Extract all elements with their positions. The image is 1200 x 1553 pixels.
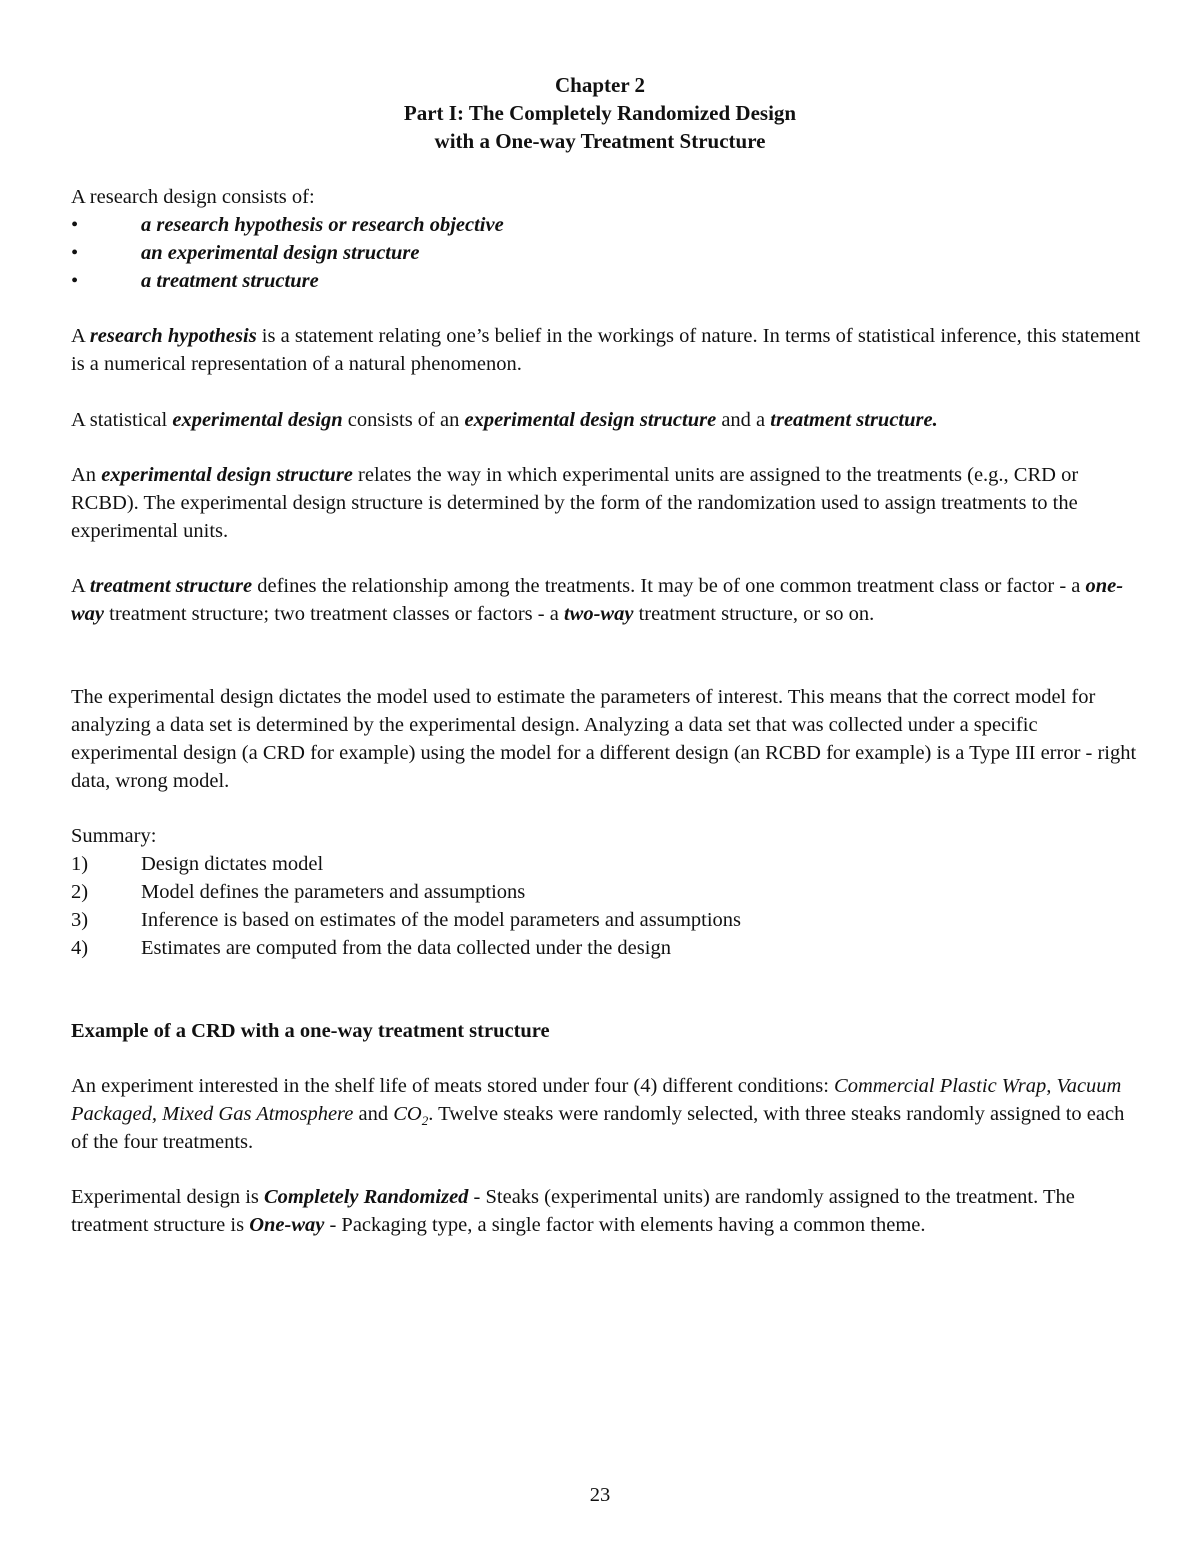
- bullet-text: a research hypothesis or research objective: [141, 214, 504, 236]
- page-number: 23: [589, 1484, 611, 1506]
- summary-text: Model defines the parameters and assumptions: [141, 881, 526, 903]
- summary-item: [71, 906, 1141, 934]
- paragraph-text: The experimental design dictates the model used to estimate the parameters of interest. This means that the correct model for analyzing a data set is determined by the experimental design. Analyzing a data set that was collected under a specific experimental design (a CRD for example) using the model for a different design (an RCBD for example) is a Type III error - right data, wrong model.: [71, 686, 1137, 792]
- condition-list: Commercial Plastic Wrap, Vacuum Packaged, Mixed Gas Atmosphere: [71, 1075, 1122, 1125]
- term-experimental-design: experimental design: [172, 409, 343, 431]
- term-one-way: One-way: [249, 1214, 325, 1236]
- term-one-way: one-way: [71, 575, 1124, 625]
- paragraph-treatment-structure: [71, 572, 1141, 628]
- term-experimental-design-structure: experimental design structure: [464, 409, 717, 431]
- text-run: An: [71, 464, 102, 486]
- summary-number: 3): [71, 909, 89, 931]
- summary-lead: Summary:: [71, 825, 157, 847]
- bullet-marker: •: [71, 270, 79, 292]
- summary-item: [71, 878, 1141, 906]
- paragraph-design-dictates-model: [71, 683, 1141, 795]
- co-text: CO: [393, 1103, 422, 1125]
- text-run: and a: [716, 409, 771, 431]
- term-experimental-design-structure: experimental design structure: [101, 464, 353, 486]
- text-run: . Twelve steaks were randomly selected, with three steaks randomly assigned to each of the four treatments.: [71, 1103, 1125, 1153]
- bullet-item: [71, 239, 1141, 267]
- summary-item: [71, 934, 1141, 962]
- term-research-hypothesis: research hypothesis: [89, 325, 257, 347]
- summary-number: 4): [71, 937, 89, 959]
- summary-number: 2): [71, 881, 89, 903]
- co-subscript: 2: [421, 1113, 429, 1129]
- paragraph-design-structure: [71, 461, 1141, 545]
- text-run: A: [71, 325, 90, 347]
- term-completely-randomized: Completely Randomized: [264, 1186, 469, 1208]
- text-run: A: [71, 575, 90, 597]
- term-treatment-structure: treatment structure.: [770, 409, 938, 431]
- text-run: An experiment interested in the shelf life of meats stored under four (4) different conditions:: [71, 1075, 835, 1097]
- text-run: relates the way in which experimental units are assigned to the treatments (e.g., CRD or RCBD). The experimental design structure is determined by the form of the randomization used to assign treatments to the experimental units.: [71, 464, 1079, 542]
- bullet-item: [71, 211, 1141, 239]
- summary-text: Estimates are computed from the data collected under the design: [141, 937, 671, 959]
- bullet-marker: •: [71, 214, 79, 236]
- text-run: is a statement relating one’s belief in the workings of nature. In terms of statistical inference, this statement is a numerical representation of a natural phenomenon.: [71, 325, 1141, 375]
- part-subtitle: with a One-way Treatment Structure: [434, 129, 766, 153]
- bullet-item: [71, 267, 1141, 295]
- paragraph-research-hypothesis: [71, 322, 1141, 378]
- summary-number: 1): [71, 853, 89, 875]
- paragraph-example-design: [71, 1183, 1141, 1239]
- summary-section: [71, 822, 1141, 962]
- paragraph-experimental-design: [71, 406, 1141, 434]
- bullet-text: an experimental design structure: [141, 242, 420, 264]
- summary-item: [71, 850, 1141, 878]
- text-run: defines the relationship among the treatments. It may be of one common treatment class or factor - a: [252, 575, 1086, 597]
- text-run: and: [353, 1103, 394, 1125]
- text-run: - Packaging type, a single factor with elements having a common theme.: [324, 1214, 926, 1236]
- intro-lead: A research design consists of:: [71, 186, 315, 208]
- part-title: Part I: The Completely Randomized Design: [403, 101, 797, 125]
- co2-label: [393, 1103, 429, 1129]
- text-run: treatment structure, or so on.: [633, 603, 875, 625]
- text-run: - Steaks (experimental units) are randomly assigned to the treatment. The treatment structure is: [71, 1186, 1075, 1236]
- text-run: Experimental design is: [71, 1186, 264, 1208]
- paragraph-example-experiment: [71, 1072, 1141, 1156]
- example-heading: Example of a CRD with a one-way treatment structure: [71, 1020, 550, 1042]
- bullet-text: a treatment structure: [141, 270, 319, 292]
- text-run: A statistical: [71, 409, 173, 431]
- bullet-marker: •: [71, 242, 79, 264]
- text-run: consists of an: [342, 409, 465, 431]
- text-run: treatment structure; two treatment classes or factors - a: [104, 603, 564, 625]
- summary-text: Inference is based on estimates of the model parameters and assumptions: [141, 909, 742, 931]
- intro-section: [71, 183, 1141, 295]
- chapter-title: Chapter 2: [554, 73, 646, 97]
- summary-text: Design dictates model: [141, 853, 324, 875]
- term-two-way: two-way: [563, 603, 634, 625]
- term-treatment-structure: treatment structure: [89, 575, 253, 597]
